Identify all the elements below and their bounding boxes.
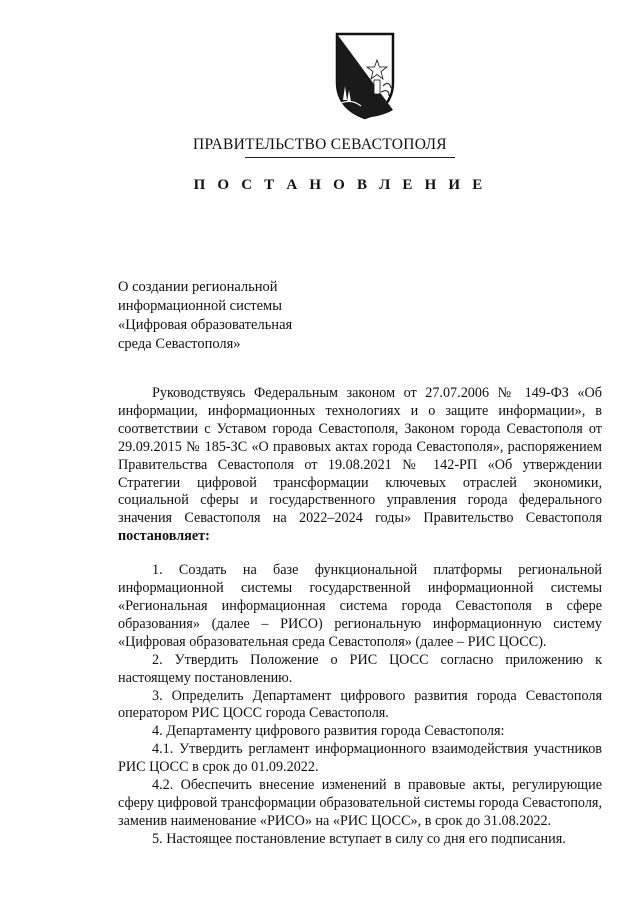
decree-item: 3. Определить Департамент цифрового развития города Севастополя оператором РИС ЦОСС города Севастополя. — [118, 687, 602, 722]
sevastopol-coat-of-arms-icon — [331, 30, 399, 120]
subject-line: информационной системы — [118, 298, 282, 314]
document-subject — [118, 278, 292, 354]
subject-line: «Цифровая образовательная — [118, 317, 293, 333]
decree-item: 2. Утвердить Положение о РИС ЦОСС согласно приложению к настоящему постановлению. — [118, 651, 602, 686]
header-divider — [245, 157, 455, 158]
government-name: ПРАВИТЕЛЬСТВО СЕВАСТОПОЛЯ — [193, 136, 447, 153]
document-type: П О С Т А Н О В Л Е Н И Е — [193, 177, 487, 193]
subject-line: О создании региональной — [118, 279, 278, 295]
preamble-emphasis: постановляет: — [118, 528, 210, 545]
preamble-text: Руководствуясь Федеральным законом от 27.07.2006 № 149-ФЗ «Об информации, информационных технологиях и о защите информации», в соответствии с Уставом города Севастополя, Законом города Севастополя от 29.09.2015 № 185-ЗС «О правовых актах города Севастополя», распоряжением Правительства Севастополя от 19.08.2021 № 142-РП «Об утверждении Стратегии цифровой трансформации ключевых отраслей экономики, социальной сферы и государственного управления города федерального значения Севастополя на 2022–2024 годы» Правительство Севастополя — [118, 385, 602, 527]
decree-item: 4. Департаменту цифрового развития города Севастополя: — [152, 723, 505, 740]
preamble-paragraph — [118, 385, 602, 546]
document-body — [118, 385, 602, 849]
decree-item: 4.1. Утвердить регламент информационного взаимодействия участников РИС ЦОСС в срок до 01.09.2022. — [118, 741, 602, 776]
subject-line: среда Севастополя» — [118, 336, 241, 352]
decree-item: 4.2. Обеспечить внесение изменений в правовые акты, регулирующие сферу цифровой трансформации образовательной системы города Севастополя, заменив наименование «РИСО» на «РИС ЦОСС», в срок до 31.08.2022. — [118, 777, 602, 829]
decree-item: 5. Настоящее постановление вступает в силу со дня его подписания. — [152, 830, 566, 847]
decree-item: 1. Создать на базе функциональной платформы региональной информационной системы государственной информационной системы «Региональная информационная система города Севастополя в сфере образования» (далее – РИСО) региональную информационную систему «Цифровая образовательная среда Севастополя» (далее – РИС ЦОСС). — [118, 562, 602, 650]
